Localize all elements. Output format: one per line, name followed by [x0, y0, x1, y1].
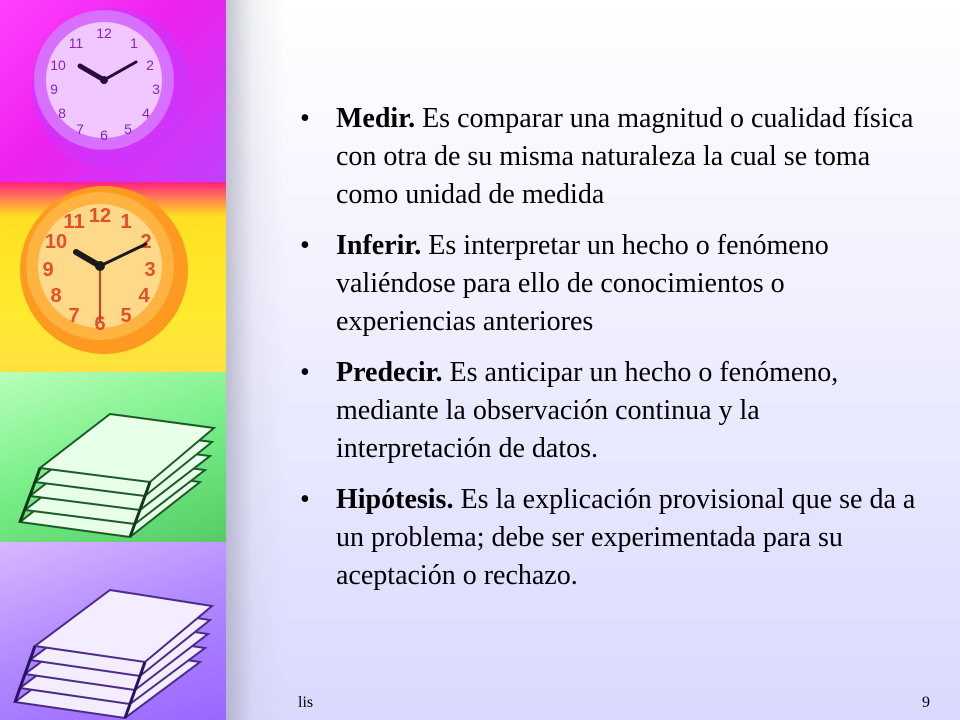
- svg-text:11: 11: [68, 35, 84, 51]
- footer-author: lis: [298, 694, 314, 711]
- svg-text:7: 7: [76, 121, 84, 137]
- svg-text:2: 2: [140, 231, 152, 253]
- bullet-icon: •: [300, 230, 310, 261]
- bullet-icon: •: [300, 357, 310, 388]
- bullet-icon: •: [300, 484, 310, 515]
- svg-text:10: 10: [44, 231, 68, 253]
- clock-magenta-image: [0, 0, 226, 182]
- bullet-text: Es la explicación provisional que se da a un problema; debe ser experimentada para su aceptación o rechazo.: [336, 484, 916, 591]
- bullet-list: [296, 100, 916, 608]
- svg-text:4: 4: [142, 105, 150, 121]
- svg-text:6: 6: [100, 127, 108, 143]
- bullet-text: Es interpretar un hecho o fenómeno valiéndose para ello de conocimientos o experiencias anteriores: [336, 230, 829, 337]
- page-number: 9: [922, 694, 930, 711]
- svg-text:3: 3: [144, 259, 156, 281]
- svg-text:8: 8: [50, 285, 62, 307]
- bullet-text: Es comparar una magnitud o cualidad física con otra de su misma naturaleza la cual se toma como unidad de medida: [336, 103, 914, 210]
- svg-text:5: 5: [124, 121, 132, 137]
- bullet-term: Predecir.: [336, 357, 443, 388]
- svg-text:5: 5: [120, 305, 132, 327]
- svg-text:4: 4: [138, 285, 150, 307]
- svg-text:9: 9: [50, 81, 58, 97]
- svg-text:7: 7: [68, 305, 80, 327]
- bullet-term: Inferir.: [336, 230, 422, 261]
- clock-icon: [0, 182, 226, 372]
- svg-text:11: 11: [63, 211, 85, 233]
- bullet-term: Hipótesis.: [336, 484, 454, 515]
- bullet-item-inferir: [296, 227, 916, 341]
- bullet-term: Medir.: [336, 103, 416, 134]
- svg-text:9: 9: [42, 259, 54, 281]
- svg-text:2: 2: [146, 57, 154, 73]
- svg-text:12: 12: [96, 25, 112, 41]
- paper-stack-lavender-image: [0, 542, 226, 720]
- bullet-item-predecir: [296, 354, 916, 468]
- svg-text:12: 12: [88, 205, 112, 227]
- svg-text:8: 8: [58, 105, 66, 121]
- sidebar-shadow: [226, 0, 286, 720]
- bullet-item-hipotesis: [296, 481, 916, 595]
- clock-yellow-image: [0, 182, 226, 372]
- svg-text:6: 6: [94, 313, 106, 335]
- paper-stack-green-image: [0, 372, 226, 542]
- paper-stack-icon: [0, 372, 226, 542]
- decorative-sidebar: [0, 0, 226, 720]
- svg-text:1: 1: [130, 35, 138, 51]
- svg-text:1: 1: [120, 211, 132, 233]
- clock-icon: [0, 0, 226, 182]
- bullet-icon: •: [300, 103, 310, 134]
- bullet-text: Es anticipar un hecho o fenómeno, mediante la observación continua y la interpretación de datos.: [336, 357, 839, 464]
- paper-stack-icon: [0, 542, 226, 720]
- bullet-item-medir: [296, 100, 916, 214]
- svg-text:10: 10: [50, 57, 66, 73]
- svg-text:3: 3: [152, 81, 160, 97]
